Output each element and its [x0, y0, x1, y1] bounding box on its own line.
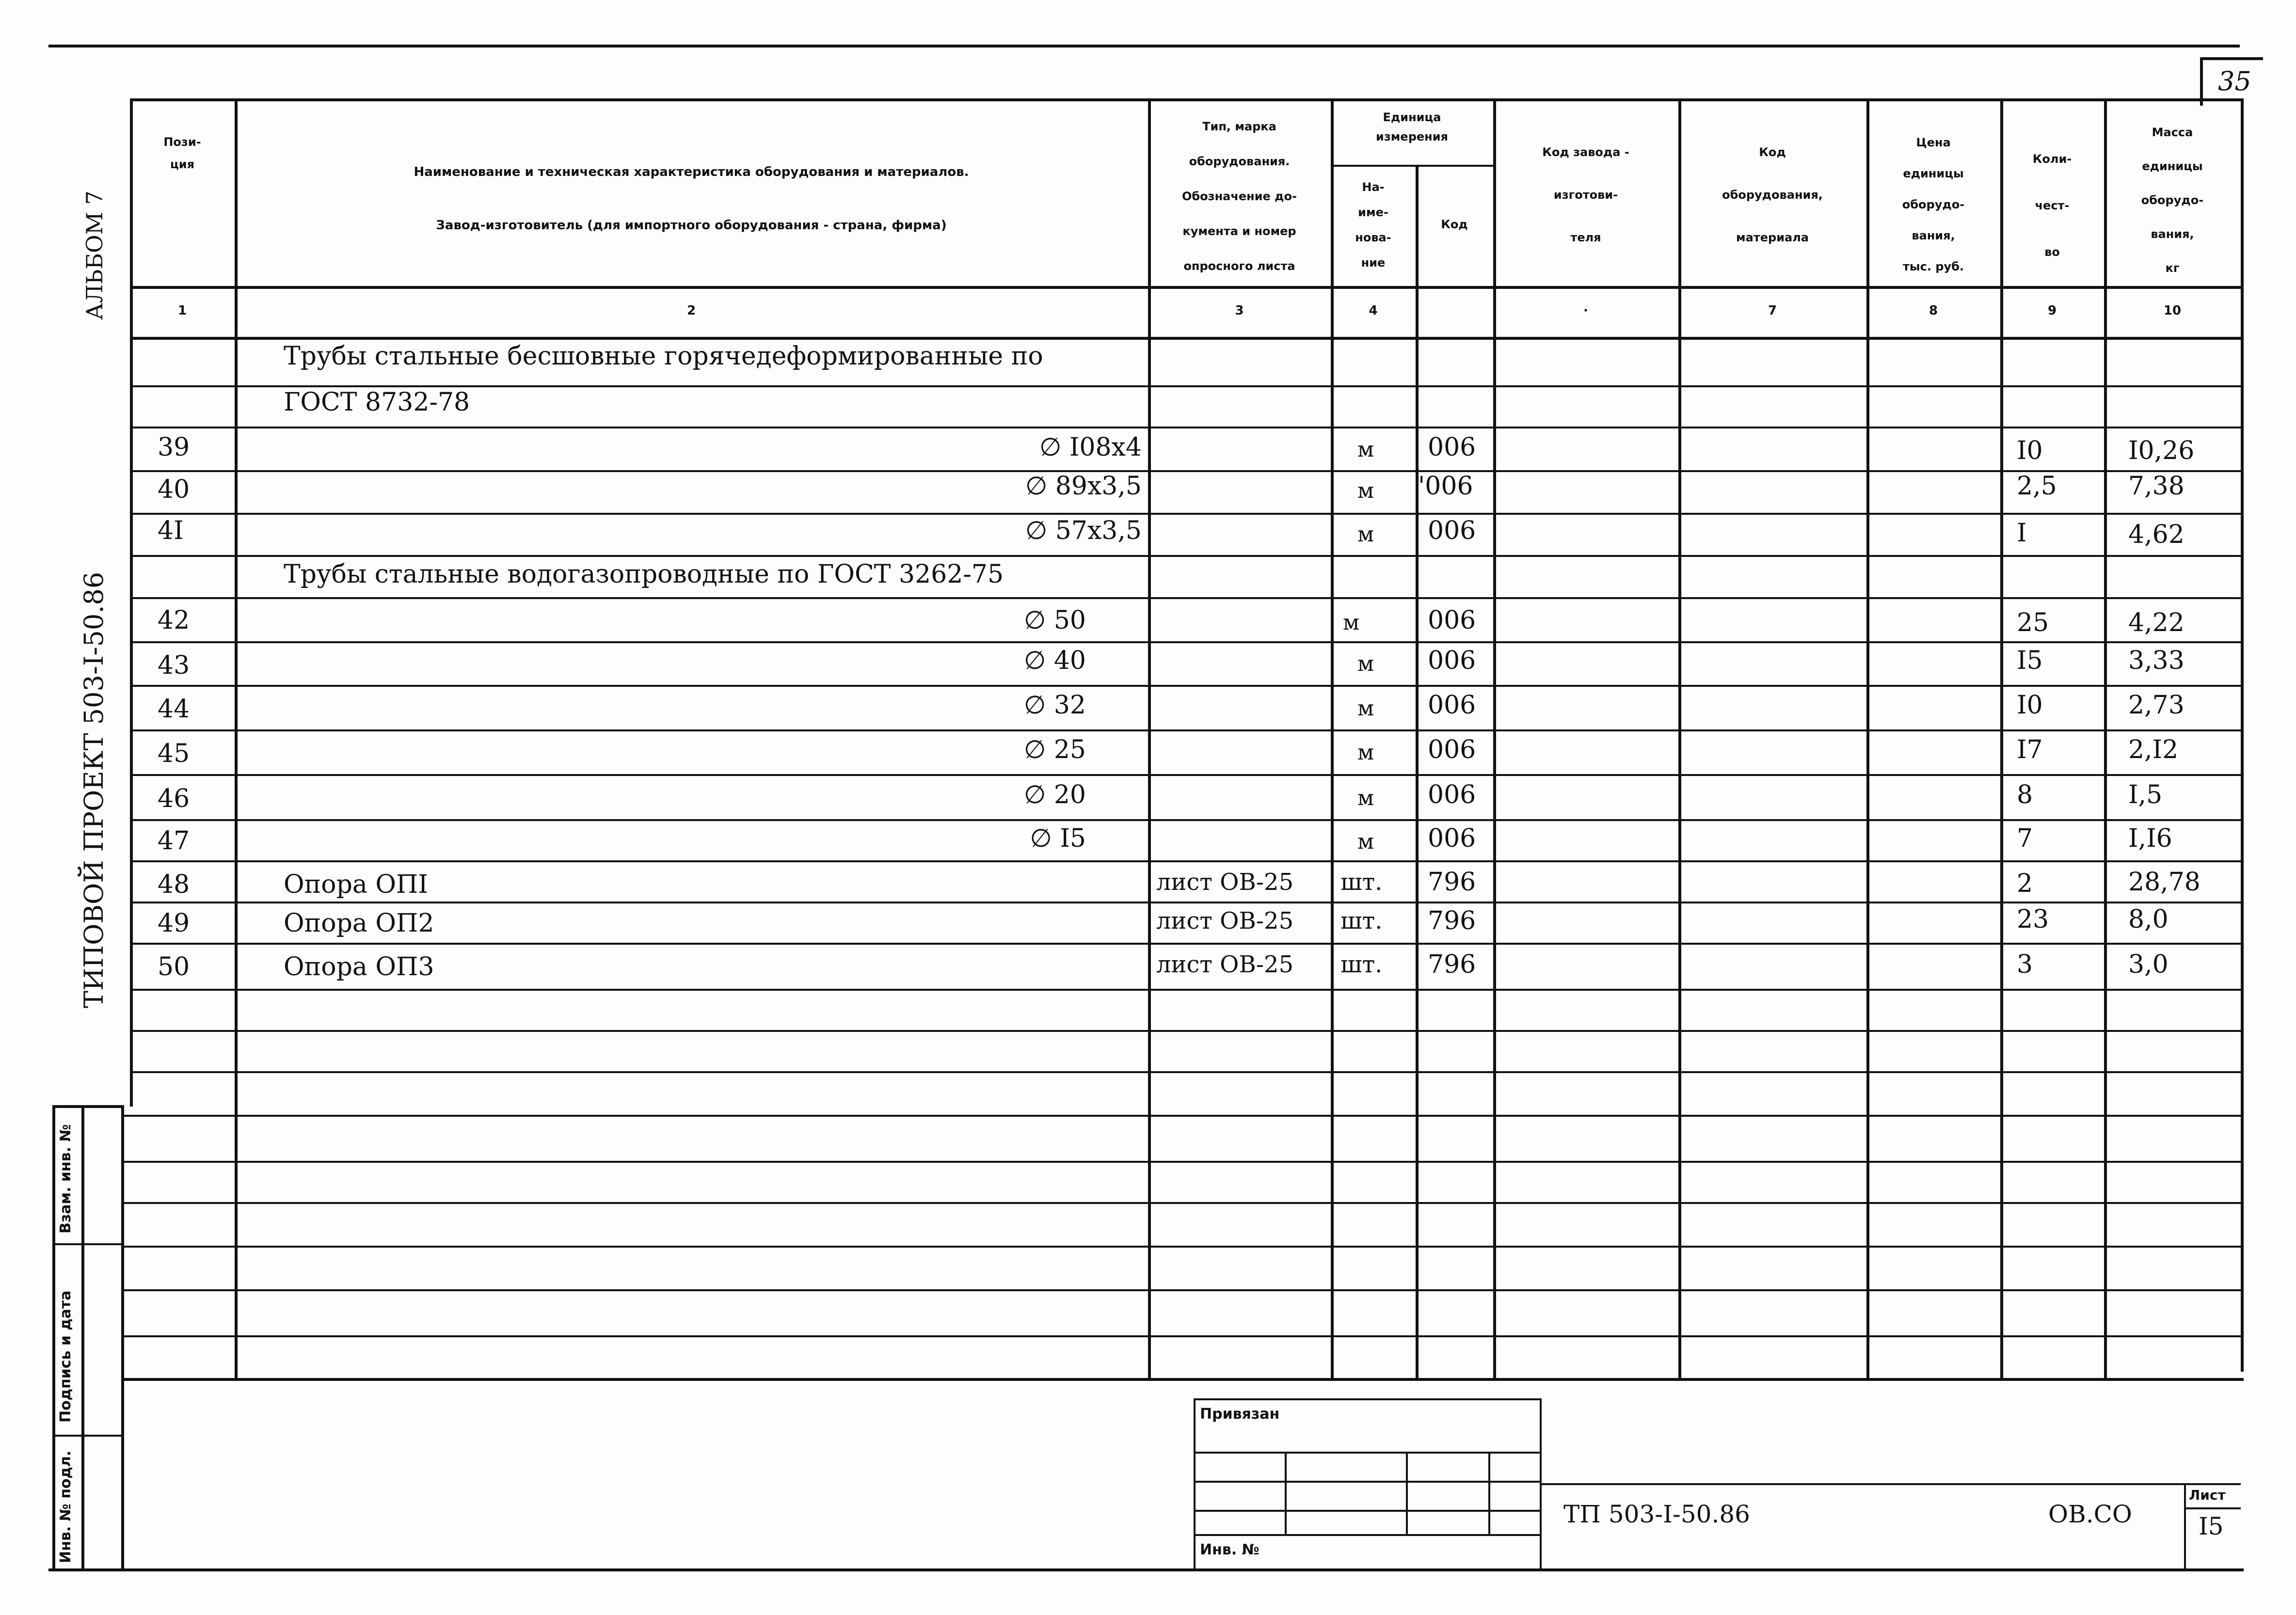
- row-line: [130, 597, 2244, 599]
- row-unit: м: [1357, 651, 1374, 676]
- row-quantity: I: [2017, 519, 2027, 548]
- section-title-seamless-1: Трубы стальные бесшовные горячедеформированные по: [284, 342, 1043, 371]
- col-divider-1: [235, 98, 238, 1378]
- row-mass: 2,73: [2128, 691, 2184, 720]
- row-code: 006: [1428, 646, 1476, 675]
- table-bottom-line: [121, 1378, 2244, 1381]
- row-name: ∅ 25: [1024, 735, 1086, 764]
- row-line: [130, 641, 2244, 643]
- col-divider-4: [1416, 165, 1419, 1378]
- column-number-3: 3: [1235, 303, 1244, 318]
- header-position: Пози- ция: [163, 135, 201, 171]
- row-line: [130, 989, 2244, 991]
- header-plant-code: Код завода - изготови- теля: [1542, 145, 1629, 244]
- row-name: ∅ 32: [1024, 691, 1086, 720]
- bound-block-col: [1285, 1452, 1287, 1534]
- table-right-border: [2241, 98, 2244, 1372]
- row-quantity: 23: [2017, 905, 2049, 934]
- column-number-4: 4: [1369, 303, 1378, 318]
- header-unit-name: На- име- нова- ние: [1355, 180, 1391, 269]
- title-block-top: [1542, 1483, 2241, 1485]
- row-position: 49: [158, 909, 190, 938]
- row-line: [130, 427, 2244, 428]
- row-mass: 7,38: [2128, 472, 2184, 501]
- project-label: ТИПОВОЙ ПРОЕКТ 503-I-50.86: [79, 571, 109, 1008]
- row-name: ∅ 57x3,5: [1025, 516, 1142, 545]
- row-quantity: 8: [2017, 780, 2033, 809]
- col-divider-3: [1331, 98, 1334, 1378]
- stamp-strip-line: [52, 1435, 121, 1437]
- sheet-box-split: [2184, 1507, 2241, 1509]
- row-code: 006: [1428, 691, 1476, 720]
- column-number-2: 2: [686, 303, 696, 318]
- column-number-1: 1: [177, 303, 187, 318]
- col-divider-6: [1678, 98, 1681, 1378]
- row-name: ∅ 89x3,5: [1025, 472, 1142, 501]
- row-line: [130, 513, 2244, 515]
- row-code: 006: [1428, 780, 1476, 809]
- row-unit: м: [1357, 437, 1374, 462]
- row-code: '006: [1418, 472, 1473, 501]
- row-name: ∅ 50: [1024, 606, 1086, 635]
- row-position: 4I: [158, 516, 184, 545]
- column-number-6: ·: [1583, 303, 1588, 318]
- row-name: Опора ОПI: [284, 870, 428, 899]
- table-left-border: [130, 98, 133, 1107]
- row-line: [130, 385, 2244, 387]
- row-position: 42: [158, 606, 190, 635]
- row-unit: м: [1357, 740, 1374, 765]
- doc-mark: ОВ.СО: [2048, 1500, 2132, 1528]
- row-quantity: I0: [2017, 691, 2043, 720]
- stamp-label-replace-inv: Взам. инв. №: [57, 1124, 74, 1234]
- row-mass: 4,62: [2128, 520, 2184, 549]
- row-line: [121, 1115, 2244, 1117]
- bound-label: Привязан: [1200, 1406, 1280, 1423]
- row-quantity: 25: [2017, 608, 2049, 637]
- row-type: лист ОВ-25: [1156, 869, 1294, 896]
- col-divider-7: [1866, 98, 1869, 1378]
- row-position: 44: [158, 695, 190, 724]
- row-unit: шт.: [1340, 907, 1383, 934]
- row-position: 39: [158, 433, 190, 462]
- row-mass: 3,0: [2128, 950, 2168, 979]
- row-code: 006: [1428, 516, 1476, 545]
- row-line: [130, 943, 2244, 945]
- row-mass: I,5: [2128, 780, 2163, 809]
- row-quantity: I5: [2017, 646, 2043, 675]
- row-unit: м: [1357, 696, 1374, 721]
- stamp-label-signature-date: Подпись и дата: [57, 1290, 74, 1423]
- row-line: [130, 1030, 2244, 1032]
- unit-header-split: [1331, 165, 1493, 167]
- row-quantity: I7: [2017, 735, 2043, 764]
- row-code: 006: [1428, 735, 1476, 764]
- sheet-number: I5: [2199, 1512, 2224, 1540]
- table-top-border: [130, 98, 2244, 101]
- row-line: [130, 1071, 2244, 1073]
- page-number-box-top: [2200, 57, 2263, 60]
- column-number-10: 10: [2163, 303, 2182, 318]
- row-line: [130, 729, 2244, 731]
- row-mass: I0,26: [2128, 436, 2195, 465]
- section-title-seamless-2: ГОСТ 8732-78: [284, 388, 470, 417]
- row-line: [130, 819, 2244, 821]
- header-unit-code: Код: [1441, 218, 1468, 231]
- row-line: [130, 902, 2244, 903]
- row-mass: I,I6: [2128, 824, 2172, 853]
- header-price: Цена единицы оборудо- вания, тыс. руб.: [1902, 136, 1965, 273]
- section-title-water-gas: Трубы стальные водогазопроводные по ГОСТ 3262-75: [284, 560, 1004, 589]
- column-number-7: 7: [1768, 303, 1777, 318]
- stamp-strip-mid: [81, 1105, 84, 1570]
- header-type: Тип, марка оборудования. Обозначение до- кумента и номер опросного листа: [1182, 120, 1297, 273]
- row-line: [121, 1289, 2244, 1291]
- row-line: [130, 470, 2244, 472]
- col-divider-9: [2104, 98, 2107, 1378]
- row-name: Опора ОП2: [284, 909, 434, 938]
- column-number-line: [130, 337, 2244, 340]
- inv-no-label: Инв. №: [1200, 1541, 1260, 1558]
- page-number: 35: [2218, 66, 2251, 96]
- row-position: 43: [158, 651, 190, 680]
- row-name: Опора ОП3: [284, 952, 434, 982]
- row-name: ∅ 20: [1024, 780, 1086, 809]
- header-name: Наименование и техническая характеристика оборудования и материалов. Завод-изготовитель (для импортного оборудования - страна, фирма): [414, 165, 969, 233]
- row-quantity: 2,5: [2017, 472, 2057, 501]
- col-divider-2: [1148, 98, 1151, 1378]
- row-unit: м: [1357, 522, 1374, 547]
- bound-block-left: [1194, 1398, 1196, 1570]
- row-code: 006: [1428, 433, 1476, 462]
- bound-block-col: [1406, 1452, 1408, 1534]
- row-quantity: I0: [2017, 436, 2043, 465]
- doc-code: ТП 503-I-50.86: [1563, 1500, 1750, 1528]
- row-name: ∅ I08x4: [1039, 433, 1142, 462]
- row-code: 006: [1428, 606, 1476, 635]
- row-position: 48: [158, 870, 190, 899]
- row-unit: м: [1357, 786, 1374, 810]
- row-line: [130, 860, 2244, 862]
- row-unit: шт.: [1340, 951, 1383, 978]
- album-label: АЛЬБОМ 7: [81, 190, 108, 320]
- row-code: 796: [1428, 906, 1476, 935]
- row-position: 47: [158, 826, 190, 855]
- row-type: лист ОВ-25: [1156, 951, 1294, 978]
- row-mass: 8,0: [2128, 905, 2168, 934]
- row-line: [121, 1202, 2244, 1204]
- row-unit: шт.: [1340, 869, 1383, 896]
- row-line: [121, 1246, 2244, 1248]
- column-number-9: 9: [2047, 303, 2057, 318]
- row-line: [121, 1335, 2244, 1337]
- header-unit: Единица измерения: [1376, 111, 1448, 143]
- stamp-strip-right: [121, 1105, 124, 1570]
- row-name: ∅ 40: [1024, 646, 1086, 675]
- row-type: лист ОВ-25: [1156, 907, 1294, 934]
- stamp-strip-left: [52, 1105, 55, 1570]
- sheet-bottom-border: [48, 1568, 2244, 1571]
- sheet-box-left: [2184, 1483, 2186, 1568]
- row-line: [121, 1161, 2244, 1163]
- header-quantity: Коли- чест- во: [2032, 152, 2072, 259]
- top-rule: [48, 45, 2240, 48]
- stamp-label-original-inv: Инв. № подл.: [57, 1450, 74, 1563]
- row-line: [130, 774, 2244, 776]
- row-quantity: 7: [2017, 824, 2033, 853]
- row-quantity: 3: [2017, 950, 2033, 979]
- header-mass: Масса единицы оборудо- вания, кг: [2141, 126, 2204, 275]
- header-bottom-line: [130, 286, 2244, 289]
- column-number-8: 8: [1929, 303, 1938, 318]
- row-mass: 3,33: [2128, 646, 2184, 675]
- row-code: 006: [1428, 824, 1476, 853]
- bound-block-top: [1194, 1398, 1542, 1400]
- row-mass: 2,I2: [2128, 735, 2179, 764]
- row-line: [130, 555, 2244, 557]
- row-position: 46: [158, 784, 190, 813]
- row-unit: м: [1357, 829, 1374, 854]
- col-divider-5: [1493, 98, 1496, 1378]
- header-equipment-code: Код оборудования, материала: [1722, 145, 1823, 244]
- row-quantity: 2: [2017, 869, 2033, 898]
- row-line: [130, 685, 2244, 687]
- row-name: ∅ I5: [1030, 824, 1086, 853]
- bound-block-col: [1488, 1452, 1490, 1534]
- row-unit: м: [1343, 610, 1360, 635]
- sheet-label: Лист: [2189, 1487, 2226, 1503]
- row-code: 796: [1428, 950, 1476, 979]
- row-unit: м: [1357, 478, 1374, 503]
- row-mass: 4,22: [2128, 608, 2184, 637]
- row-position: 50: [158, 952, 190, 982]
- bound-block-line: [1194, 1534, 1542, 1536]
- row-position: 40: [158, 475, 190, 504]
- stamp-strip-top: [52, 1105, 121, 1108]
- stamp-strip-line: [52, 1243, 121, 1245]
- row-code: 796: [1428, 868, 1476, 897]
- row-position: 45: [158, 739, 190, 768]
- row-mass: 28,78: [2128, 868, 2200, 897]
- col-divider-8: [2000, 98, 2003, 1378]
